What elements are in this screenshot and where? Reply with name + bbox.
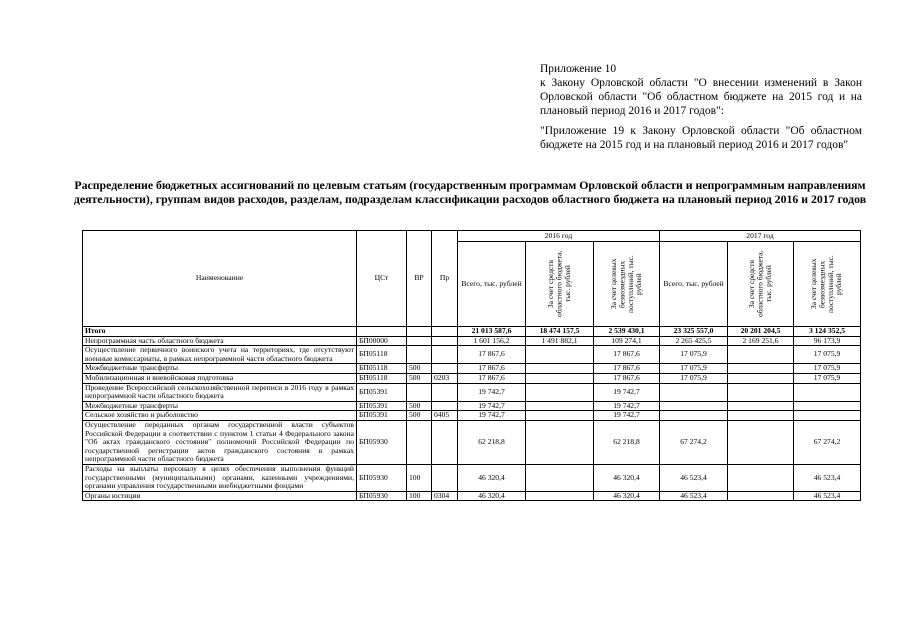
header-year-2017: 2017 год bbox=[660, 231, 861, 242]
cell-targeted-2016: 46 320,4 bbox=[594, 464, 660, 491]
cell-vr bbox=[407, 383, 432, 401]
cell-total-2016: 19 742,7 bbox=[458, 383, 526, 401]
cell-pr bbox=[432, 327, 458, 337]
cell-pr bbox=[432, 420, 458, 464]
cell-total-2016: 21 013 587,6 bbox=[458, 327, 526, 337]
cell-pr: 0203 bbox=[432, 373, 458, 383]
cell-total-2016: 19 742,7 bbox=[458, 401, 526, 411]
header-regional-2016 bbox=[526, 242, 594, 327]
cell-regional-2017 bbox=[728, 346, 794, 364]
cell-total-2016: 46 320,4 bbox=[458, 464, 526, 491]
cell-targeted-2016: 2 539 430,1 bbox=[594, 327, 660, 337]
appendix-law-reference: к Закону Орловской области "О внесении изменений в Закон Орловской области "Об областном бюджете на 2015 год и на плановый период 2016 и 2017 годов": bbox=[540, 77, 862, 117]
cell-targeted-2017: 17 075,9 bbox=[794, 373, 861, 383]
header-total-2016: Всего, тыс. рублей bbox=[458, 242, 526, 327]
header-total-2017: Всего, тыс. рублей bbox=[660, 242, 728, 327]
cell-vr: 100 bbox=[407, 464, 432, 491]
cell-name: Проведение Всероссийской сельскохозяйственной переписи в 2016 году в рамках непрограммной части областного бюджета bbox=[83, 383, 357, 401]
cell-targeted-2016: 17 867,6 bbox=[594, 364, 660, 374]
table-row bbox=[83, 411, 861, 421]
cell-name: Межбюджетные трансферты bbox=[83, 401, 357, 411]
cell-targeted-2016: 17 867,6 bbox=[594, 373, 660, 383]
table-row bbox=[83, 373, 861, 383]
cell-vr bbox=[407, 327, 432, 337]
cell-regional-2017 bbox=[728, 383, 794, 401]
table-row bbox=[83, 464, 861, 491]
cell-total-2017: 17 075,9 bbox=[660, 364, 728, 374]
cell-targeted-2016: 46 320,4 bbox=[594, 491, 660, 501]
cell-vr bbox=[407, 336, 432, 346]
cell-name: Органы юстиции bbox=[83, 491, 357, 501]
cell-targeted-2016: 19 742,7 bbox=[594, 383, 660, 401]
cell-total-2016: 17 867,6 bbox=[458, 346, 526, 364]
cell-targeted-2016: 17 867,6 bbox=[594, 346, 660, 364]
cell-name: Межбюджетные трансферты bbox=[83, 364, 357, 374]
cell-cst bbox=[357, 327, 407, 337]
cell-total-2016: 19 742,7 bbox=[458, 411, 526, 421]
cell-targeted-2017: 3 124 352,5 bbox=[794, 327, 861, 337]
cell-targeted-2016: 62 218,8 bbox=[594, 420, 660, 464]
cell-total-2016: 46 320,4 bbox=[458, 491, 526, 501]
cell-regional-2016 bbox=[526, 464, 594, 491]
cell-pr bbox=[432, 383, 458, 401]
cell-regional-2016 bbox=[526, 383, 594, 401]
cell-regional-2017 bbox=[728, 401, 794, 411]
cell-name: Осуществление переданных органам государственной власти субъектов Российской Федерации в соответствии с пунктом 1 статьи 4 Федерального закона "Об актах гражданского состояния" полномочий Российской Федерации по государственной регистрации актов гражданского состояния в рамках непрограммной части областного бюджета bbox=[83, 420, 357, 464]
cell-vr: 100 bbox=[407, 491, 432, 501]
cell-cst: БП05118 bbox=[357, 364, 407, 374]
cell-vr: 500 bbox=[407, 401, 432, 411]
cell-cst: БП00000 bbox=[357, 336, 407, 346]
table-row bbox=[83, 491, 861, 501]
cell-total-2017: 46 523,4 bbox=[660, 491, 728, 501]
header-pr: Пр bbox=[432, 231, 458, 327]
cell-targeted-2017: 67 274,2 bbox=[794, 420, 861, 464]
header-targeted-2016 bbox=[594, 242, 660, 327]
cell-regional-2016: 18 474 157,5 bbox=[526, 327, 594, 337]
header-regional-2017-text: За счет средств областного бюджета, тыс. рублей bbox=[746, 250, 773, 318]
cell-total-2017 bbox=[660, 411, 728, 421]
cell-total-2017: 46 523,4 bbox=[660, 464, 728, 491]
cell-regional-2016 bbox=[526, 373, 594, 383]
cell-pr bbox=[432, 346, 458, 364]
cell-cst: БП05391 bbox=[357, 383, 407, 401]
cell-vr: 500 bbox=[407, 373, 432, 383]
cell-targeted-2017: 96 173,9 bbox=[794, 336, 861, 346]
cell-targeted-2017: 46 523,4 bbox=[794, 464, 861, 491]
cell-regional-2016 bbox=[526, 346, 594, 364]
cell-regional-2016: 1 491 882,1 bbox=[526, 336, 594, 346]
cell-vr bbox=[407, 346, 432, 364]
appendix-number: Приложение 10 bbox=[540, 63, 617, 75]
cell-vr: 500 bbox=[407, 364, 432, 374]
cell-regional-2017 bbox=[728, 373, 794, 383]
cell-total-2017 bbox=[660, 401, 728, 411]
cell-total-2017: 67 274,2 bbox=[660, 420, 728, 464]
header-targeted-2017 bbox=[794, 242, 861, 327]
cell-regional-2017: 2 169 251,6 bbox=[728, 336, 794, 346]
cell-pr: 0304 bbox=[432, 491, 458, 501]
header-regional-2016-text: За счет средств областного бюджета, тыс. рублей bbox=[545, 250, 572, 318]
cell-total-2016: 62 218,8 bbox=[458, 420, 526, 464]
header-year-2016: 2016 год bbox=[458, 231, 660, 242]
cell-targeted-2017: 17 075,9 bbox=[794, 364, 861, 374]
cell-cst: БП05930 bbox=[357, 464, 407, 491]
cell-total-2016: 17 867,6 bbox=[458, 364, 526, 374]
cell-name: Расходы на выплаты персоналу в целях обеспечения выполнения функций государственными (муниципальными) органами, казенными учреждениями, органами управления государственными внебюджетными фондами bbox=[83, 464, 357, 491]
cell-name: Мобилизационная и вневойсковая подготовка bbox=[83, 373, 357, 383]
cell-vr: 500 bbox=[407, 411, 432, 421]
cell-regional-2017 bbox=[728, 491, 794, 501]
cell-total-2016: 1 601 156,2 bbox=[458, 336, 526, 346]
cell-pr: 0405 bbox=[432, 411, 458, 421]
table-row-total bbox=[83, 327, 861, 337]
table-row bbox=[83, 420, 861, 464]
cell-pr bbox=[432, 464, 458, 491]
cell-regional-2016 bbox=[526, 420, 594, 464]
cell-cst: БП05930 bbox=[357, 420, 407, 464]
cell-total-2017: 2 265 425,5 bbox=[660, 336, 728, 346]
cell-targeted-2016: 19 742,7 bbox=[594, 401, 660, 411]
cell-targeted-2017: 17 075,9 bbox=[794, 346, 861, 364]
cell-regional-2017 bbox=[728, 364, 794, 374]
cell-regional-2016 bbox=[526, 364, 594, 374]
cell-targeted-2017 bbox=[794, 401, 861, 411]
table-row bbox=[83, 401, 861, 411]
cell-name: Осуществление первичного воинского учета на территориях, где отсутствуют военные комиссариаты, в рамках непрограммной части областного бюджета bbox=[83, 346, 357, 364]
cell-total-2017: 17 075,9 bbox=[660, 346, 728, 364]
table-row bbox=[83, 383, 861, 401]
header-vr: ВР bbox=[407, 231, 432, 327]
header-cst: ЦСт bbox=[357, 231, 407, 327]
cell-targeted-2017: 46 523,4 bbox=[794, 491, 861, 501]
cell-total-2016: 17 867,6 bbox=[458, 373, 526, 383]
cell-regional-2016 bbox=[526, 401, 594, 411]
cell-cst: БП05391 bbox=[357, 411, 407, 421]
cell-targeted-2017 bbox=[794, 411, 861, 421]
cell-regional-2016 bbox=[526, 491, 594, 501]
header-targeted-2017-text: За счет целевых безвозмездных поступлений, тыс. рублей bbox=[809, 255, 844, 313]
budget-table bbox=[82, 230, 861, 501]
cell-regional-2017 bbox=[728, 411, 794, 421]
cell-targeted-2016: 19 742,7 bbox=[594, 411, 660, 421]
document-title: Распределение бюджетных ассигнований по целевым статьям (государственным программам Орловской области и непрограммным направлениям деятельности), группам видов расходов, разделам, подразделам классификации расходов областного бюджета на плановый период 2016 и 2017 годов bbox=[73, 178, 867, 206]
header-name: Наименование bbox=[83, 231, 357, 327]
cell-name: Итого bbox=[83, 327, 357, 337]
cell-pr bbox=[432, 336, 458, 346]
cell-regional-2016 bbox=[526, 411, 594, 421]
header-regional-2017 bbox=[728, 242, 794, 327]
cell-regional-2017 bbox=[728, 464, 794, 491]
cell-total-2017: 17 075,9 bbox=[660, 373, 728, 383]
cell-total-2017 bbox=[660, 383, 728, 401]
cell-targeted-2016: 109 274,1 bbox=[594, 336, 660, 346]
cell-regional-2017: 20 201 204,5 bbox=[728, 327, 794, 337]
table-header-row-years bbox=[83, 231, 861, 242]
cell-cst: БП05391 bbox=[357, 401, 407, 411]
cell-name: Непрограммная часть областного бюджета bbox=[83, 336, 357, 346]
cell-cst: БП05118 bbox=[357, 346, 407, 364]
table-body bbox=[83, 327, 861, 501]
header-targeted-2016-text: За счет целевых безвозмездных поступлений, тыс. рублей bbox=[608, 255, 643, 313]
cell-cst: БП05930 bbox=[357, 491, 407, 501]
cell-name: Сельское хозяйство и рыболовство bbox=[83, 411, 357, 421]
cell-cst: БП05118 bbox=[357, 373, 407, 383]
appendix-original-reference: "Приложение 19 к Закону Орловской области "Об областном бюджете на 2015 год и на плановый период 2016 и 2017 годов" bbox=[540, 125, 862, 151]
cell-targeted-2017 bbox=[794, 383, 861, 401]
cell-total-2017: 23 325 557,0 bbox=[660, 327, 728, 337]
cell-vr bbox=[407, 420, 432, 464]
cell-regional-2017 bbox=[728, 420, 794, 464]
table-row bbox=[83, 346, 861, 364]
appendix-block bbox=[540, 62, 862, 152]
